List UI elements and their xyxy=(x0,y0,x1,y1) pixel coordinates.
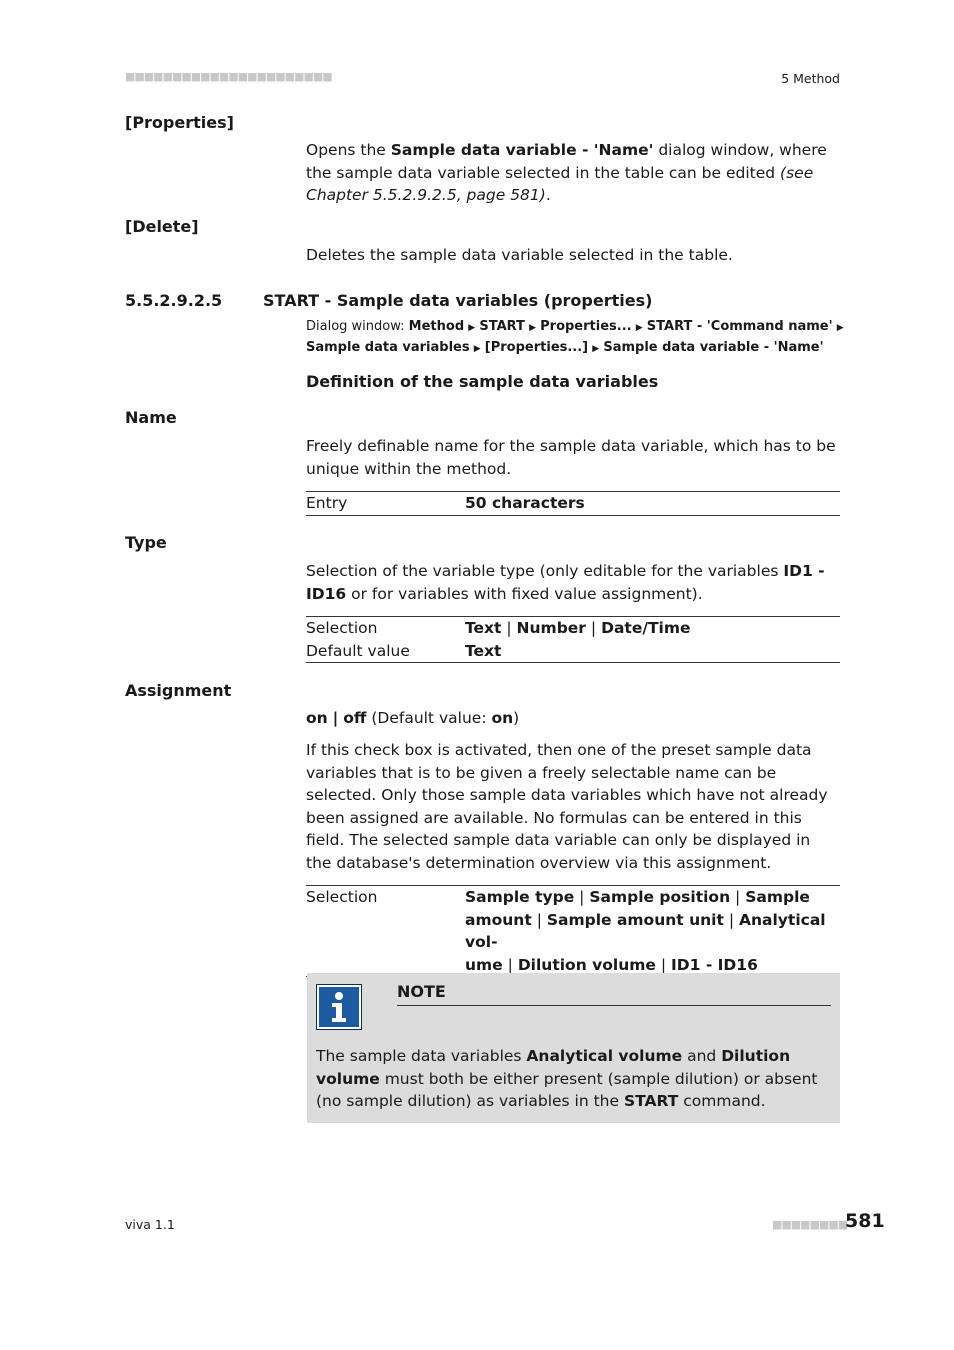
spec-value: Text | Number | Date/Time xyxy=(465,619,691,637)
properties-term: [Properties] xyxy=(125,113,234,132)
note-divider xyxy=(397,1005,831,1006)
section-title: START - Sample data variables (properties) xyxy=(263,291,653,310)
breadcrumb-arrow-icon: ▶ xyxy=(529,323,536,333)
spec-value: Sample type | Sample position | Sample amount | Sample amount unit | Analytical vol- ume | Dilution volume | ID1 - ID16 xyxy=(465,888,826,974)
table-row xyxy=(306,617,840,640)
type-description: Selection of the variable type (only editable for the variables ID1 - ID16 or for variables with fixed value assignment). xyxy=(306,562,825,603)
info-icon xyxy=(316,984,362,1030)
running-header-chapter: 5 Method xyxy=(781,71,840,86)
page-number: 581 xyxy=(845,1210,885,1232)
breadcrumb-arrow-icon: ▶ xyxy=(836,323,844,333)
note-box xyxy=(307,973,840,1123)
footer-product: viva 1.1 xyxy=(125,1217,175,1232)
delete-term: [Delete] xyxy=(125,217,199,236)
spec-key: Entry xyxy=(306,494,348,512)
name-term: Name xyxy=(125,408,177,427)
chapter-cross-reference[interactable]: (see Chapter 5.5.2.9.2.5, page 581) xyxy=(306,163,814,204)
table-row xyxy=(306,886,840,977)
dialog-breadcrumb: Dialog window: Method ▶ START ▶ Properties... ▶ START - 'Command name' ▶ Sample data variables ▶ [Properties...] ▶ Sample data variable - 'Name' xyxy=(306,319,844,355)
spec-value: 50 characters xyxy=(465,494,585,512)
spec-key: Selection xyxy=(306,888,378,906)
note-text: The sample data variables Analytical volume and Dilution volume must both be either present (sample dilution) or absent (no sample dilution) as variables in the START command. xyxy=(316,1047,818,1110)
spec-value: Text xyxy=(465,641,502,660)
breadcrumb-arrow-icon: ▶ xyxy=(473,344,481,354)
name-description: Freely definable name for the sample data variable, which has to be unique within the method. xyxy=(306,437,836,478)
table-row xyxy=(306,492,840,516)
footer-decoration: ■■■■■■■■ xyxy=(772,1218,848,1231)
type-term: Type xyxy=(125,533,167,552)
table-row xyxy=(306,640,840,663)
breadcrumb-arrow-icon: ▶ xyxy=(592,344,600,354)
name-spec-table xyxy=(306,491,840,516)
breadcrumb-arrow-icon: ▶ xyxy=(468,323,476,333)
header-decoration: ■■■■■■■■■■■■■■■■■■■■■■ xyxy=(125,70,332,83)
properties-description: Opens the Sample data variable - 'Name' dialog window, where the sample data variable selected in the table can be edited (see Chapter 5.5.2.9.2.5, page 581). xyxy=(306,141,827,204)
assignment-term: Assignment xyxy=(125,681,232,700)
definition-subheading: Definition of the sample data variables xyxy=(306,372,659,391)
breadcrumb-arrow-icon: ▶ xyxy=(635,323,643,333)
type-spec-table xyxy=(306,616,840,663)
note-title: NOTE xyxy=(397,982,446,1001)
assignment-description: If this check box is activated, then one of the preset sample data variables that is to be given a freely selectable name can be selected. Only those sample data variables which have not already been assigned are available. No formulas can be entered in this field. The selected sample data variable can only be displayed in the database's determination overview via this assignment. xyxy=(306,741,828,872)
delete-description: Deletes the sample data variable selected in the table. xyxy=(306,246,733,264)
spec-key: Default value xyxy=(306,641,410,660)
section-number: 5.5.2.9.2.5 xyxy=(125,291,223,310)
assignment-spec-table xyxy=(306,885,840,977)
spec-key: Selection xyxy=(306,619,378,637)
assignment-default: on | off (Default value: on) xyxy=(306,709,520,727)
